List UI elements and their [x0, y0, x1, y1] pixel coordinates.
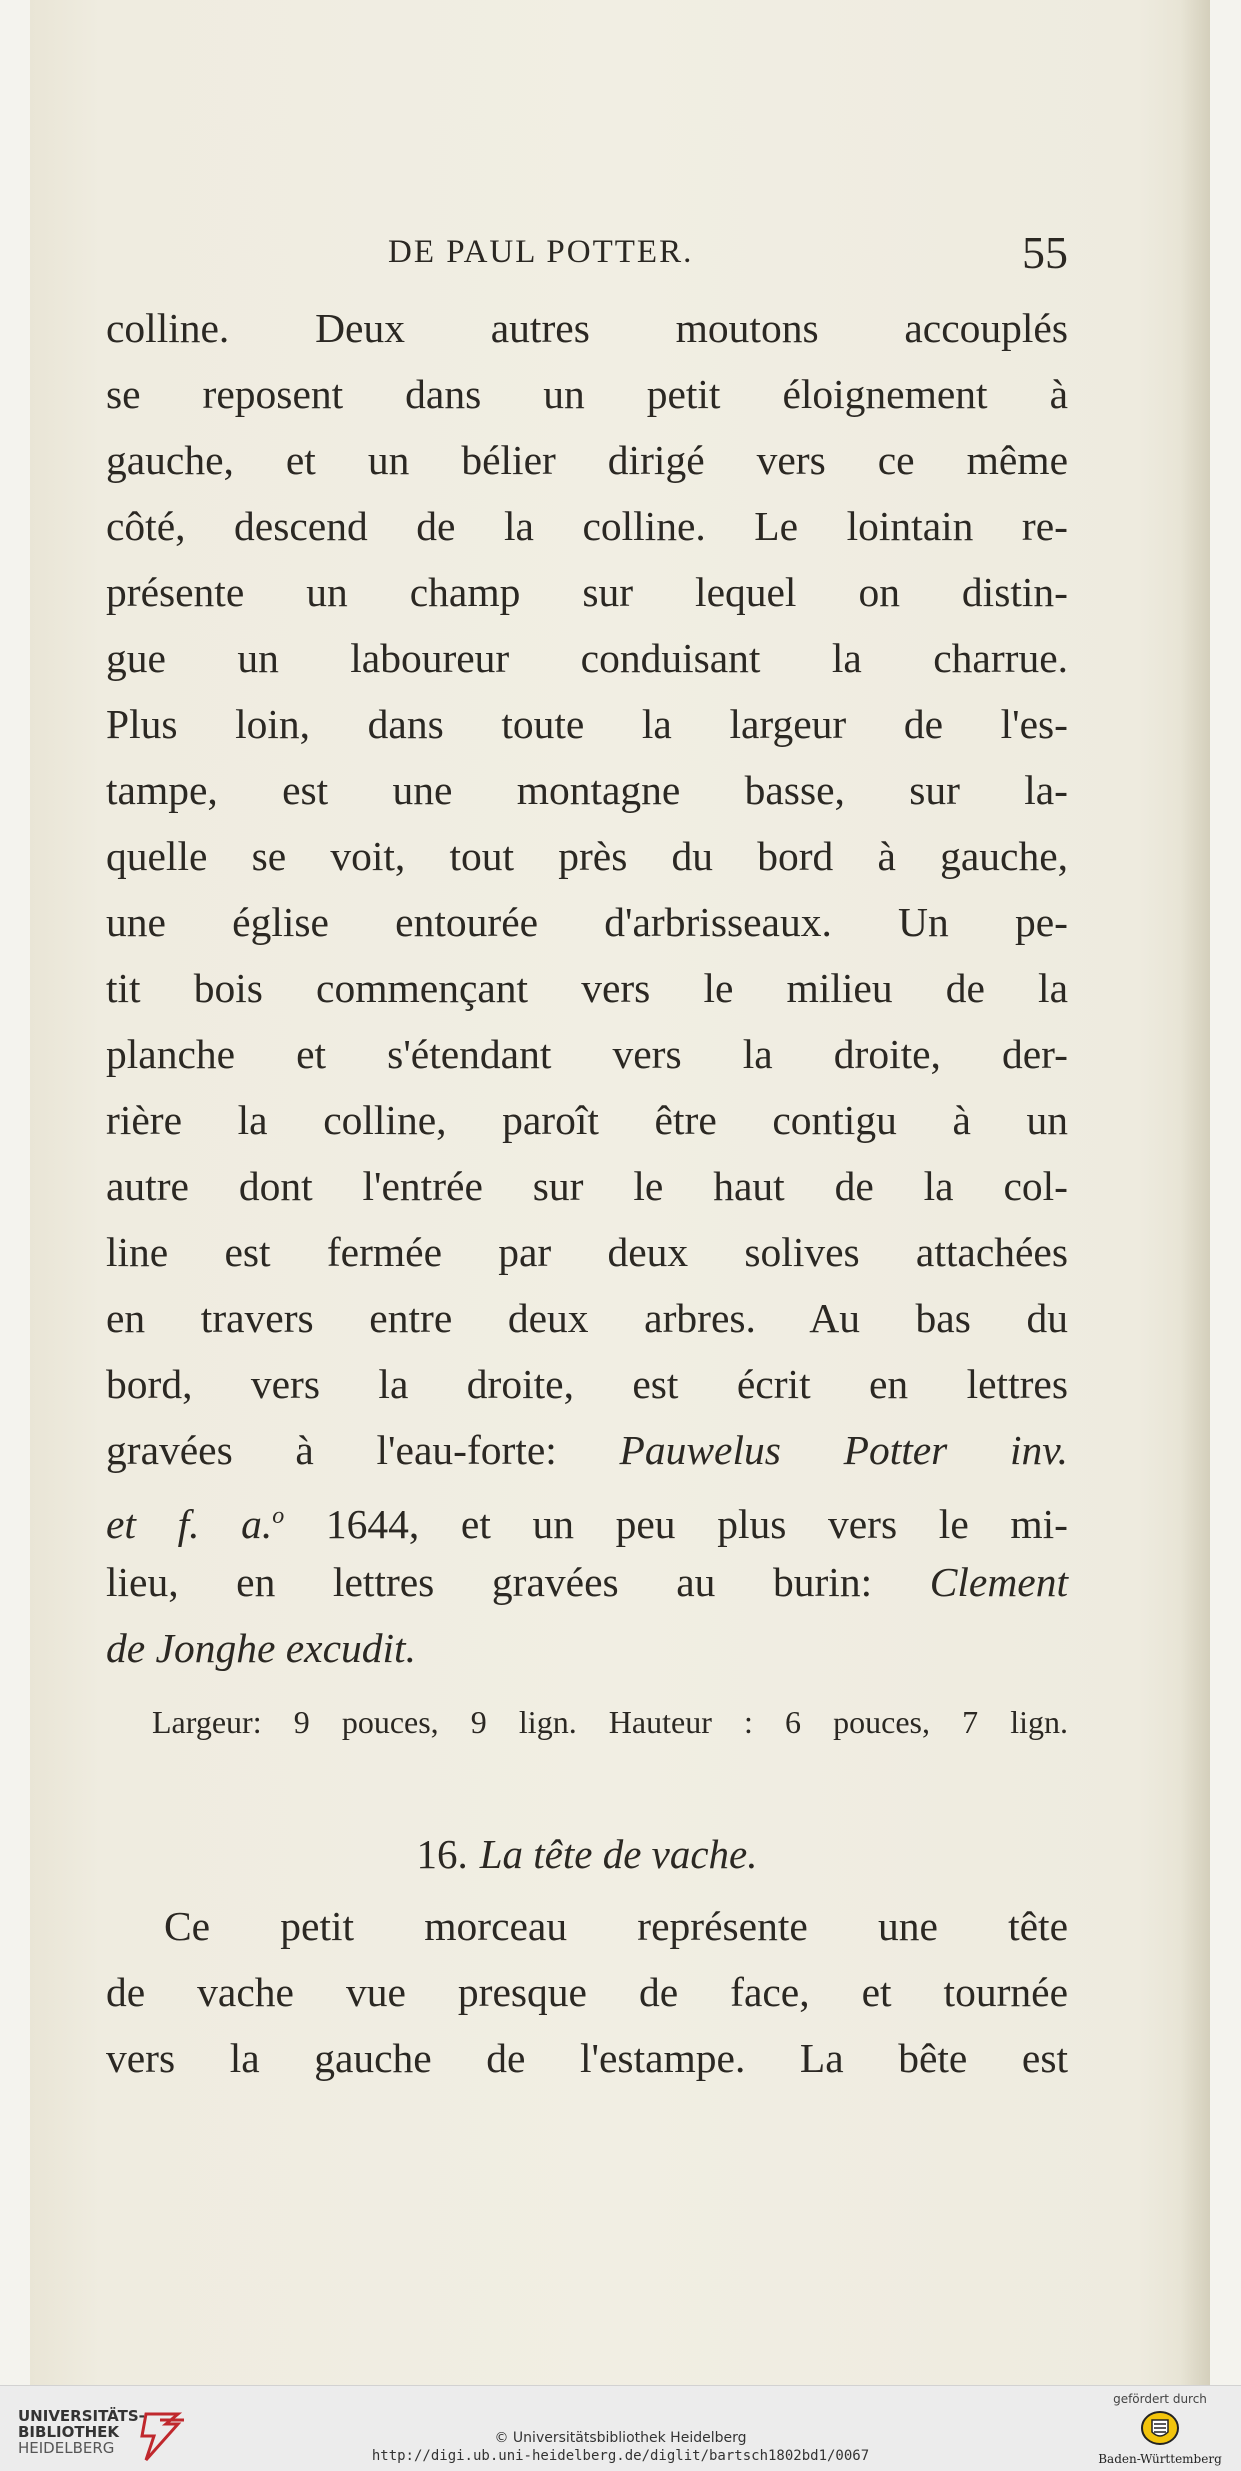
sponsor-name: Baden-Württemberg	[1098, 2452, 1222, 2466]
text-line: autre dont l'entrée sur le haut de la col-	[106, 1163, 1068, 1209]
copyright-notice: © Universitätsbibliothek Heidelberg	[494, 2430, 747, 2446]
library-name-line: UNIVERSITÄTS-	[18, 2407, 145, 2425]
library-name-line: HEIDELBERG	[18, 2439, 115, 2457]
permalink[interactable]: http://digi.ub.uni-heidelberg.de/diglit/bartsch1802bd1/0067	[371, 2448, 870, 2464]
ordinal-superscript: o	[272, 1503, 285, 1529]
text-line: se reposent dans un petit éloignement à	[106, 371, 1068, 417]
text-line	[106, 1556, 1068, 1612]
page-header	[106, 226, 1068, 286]
line-text: 1644, et un peu plus vers le mi-	[325, 1500, 1069, 1547]
running-head: DE PAUL POTTER.	[388, 234, 694, 270]
publisher-inscription-continued: de Jonghe excudit.	[106, 1625, 416, 1671]
text-line: présente un champ sur lequel on distin-	[106, 569, 1068, 615]
text-line: une église entourée d'arbrisseaux. Un pe-	[106, 899, 1068, 945]
text-line: côté, descend de la colline. Le lointain re-	[106, 503, 1068, 549]
sponsor-label: gefördert durch	[1113, 2392, 1207, 2406]
line-text: gravées à l'eau-forte:	[106, 1427, 557, 1473]
text-line: planche et s'étendant vers la droite, der-	[106, 1031, 1068, 1077]
library-name-line: BIBLIOTHEK	[18, 2423, 119, 2441]
section-number: 16.	[416, 1831, 468, 1877]
text-line: de vache vue presque de face, et tournée	[106, 1969, 1068, 2015]
text-line	[106, 1490, 1068, 1546]
sponsor-block	[1095, 2386, 1225, 2471]
engraver-inscription: Pauwelus Potter inv.	[619, 1427, 1069, 1473]
text-line: rière la colline, paroît être contigu à un	[106, 1097, 1068, 1143]
section-title: La tête de vache.	[479, 1831, 758, 1877]
text-line: Plus loin, dans toute la largeur de l'es-	[106, 701, 1068, 747]
text-line: en travers entre deux arbres. Au bas du	[106, 1295, 1068, 1341]
text-line	[106, 1622, 1068, 1678]
page-number: 55	[1022, 227, 1068, 278]
text-line: line est fermée par deux solives attachées	[106, 1229, 1068, 1275]
coat-of-arms-icon	[1140, 2408, 1180, 2448]
footer-bar	[0, 2385, 1241, 2471]
text-line: vers la gauche de l'estampe. La bête est	[106, 2035, 1068, 2081]
text-line: gue un laboureur conduisant la charrue.	[106, 635, 1068, 681]
publisher-inscription: Clement	[929, 1559, 1069, 1605]
inscription-continued: et f. a.	[106, 1500, 273, 1547]
section-heading	[106, 1830, 1068, 1878]
dimensions-line: Largeur: 9 pouces, 9 lign. Hauteur : 6 pouces, 7 lign.	[152, 1704, 1068, 1740]
text-line: bord, vers la droite, est écrit en lettres	[106, 1361, 1068, 1407]
text-line: tit bois commençant vers le milieu de la	[106, 965, 1068, 1011]
text-line: quelle se voit, tout près du bord à gauche,	[106, 833, 1068, 879]
text-line: gauche, et un bélier dirigé vers ce même	[106, 437, 1068, 483]
text-line: colline. Deux autres moutons accouplés	[106, 305, 1068, 351]
text-line: tampe, est une montagne basse, sur la-	[106, 767, 1068, 813]
book-page-scan	[30, 0, 1210, 2385]
text-line: Ce petit morceau représente une tête	[164, 1903, 1068, 1949]
line-text: lieu, en lettres gravées au burin:	[106, 1559, 873, 1605]
text-line	[106, 1424, 1068, 1480]
